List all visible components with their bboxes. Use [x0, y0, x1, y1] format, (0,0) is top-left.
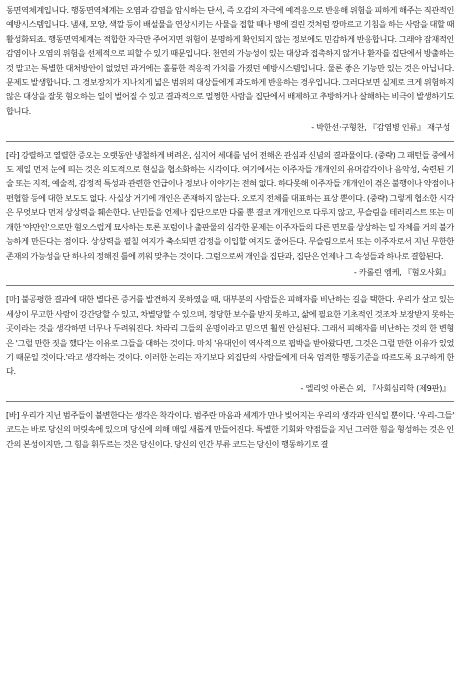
section-ma-source: - 엘리엇 아론슨 외, 『사회심리학 (제9판)』 [300, 382, 450, 393]
intro-paragraph: 동면역체계입니다. 행동면역체계는 오염과 감염을 암시하는 단서, 즉 오감의 자극에 예격응으로 반응해 위험을 피하게 해주는 직관적인 예방시스템입니다. 냄새, 모양, 색깔 등이 배설물을 연상시키는 사물을 접할 때나 병에 걸린 것처럼 깡마르고 기침을 하는 사람을 대할 때 활성화되죠. 행동면역체계는 적합한 자극만 주어지면 위험이 분명하게 확인되지 않는 정보에도 민감하게 반응합니다. 그래야 잠재적인 감염이나 오염의 위험을 선제적으로 피할 수 있기 때문입니다. 천연의 가능성이 있는 대상과 접촉하지 않거나 환자를 집단에서 방출하는 것 말고는 특별한 대처방안이 없었던 과거에는 훌륭한 적응적 가치를 가졌던 예방시스템입니다. 물론 좋은 기능만 있는 것은 아닙니다. 문제도 발생합니다. 그 경보장치가 지나치게 넓은 범위의 대상들에게 과도하게 반응하는 경우입니다. 그러다보면 실제로 크게 위험하지 않은 대상을 잘못 혐오하는 일이 벌어질 수 있고 결과적으로 멀쩡한 사람을 집단에서 배제하고 추방하거나 살해하는 비극이 발생하기도 합니다. [6, 5, 454, 116]
section-ra-source: - 카롤린 엠케, 『혐오사회』 [353, 266, 450, 277]
section-ra-paragraph: [라] 강렬하고 열렬한 증오는 오랫동안 냉철하게 벼려온, 심지어 세대를 넘어 전해온 관심과 신념의 결과물이다. (중략) 그 패턴들 중에서도 제일 먼저 눈에 띄는 것은 의도적으로 현실을 협소화하는 시각이다. 여기에서는 이주자들 개개인의 유머감각이나 음악성, 숙련된 기술 또는 지적, 예술적, 감정적 특성과 관련한 언급이나 정보나 이야기는 전혀 없다. 하다못해 이주자들 개개인이 겪은 불행이나 약점이나 편협함 등에 대한 보도도 없다. 사실상 거기에 개인은 존재하지 않는다. 오로지 전체를 대표하는 표상 뿐이다. (중략) 그렇게 협소한 시각은 무엇보다 먼저 상상력을 훼손한다. 난민들을 언제나 집단으로만 다룰 뿐 결코 개개인으로 다루지 않고, 무슬림을 테러리스트 또는 미개한 '야만인'으로만 혐오스럽게 묘사하는 토론 포럼이나 출판물의 심각한 문제는 이주자들의 다른 면모를 상상하는 일 자체를 거의 불가능하게 만든다는 점이다. 상상력을 펼칠 여지가 축소되면 감정을 이입할 여지도 줄어든다. 무슬림으로서 또는 이주자로서 지닌 무한한 존재의 가능성을 단 하나의 정해진 틀에 끼워 맞추는 것이다. 그럼으로써 개인을 집단과, 집단은 언제나 그 속성들과 하나로 결합된다. [6, 149, 454, 261]
section-divider [6, 401, 454, 402]
section-divider [6, 141, 454, 142]
section-divider [6, 285, 454, 286]
section-ba-paragraph: [바] 우리가 지닌 범주들이 불변한다는 생각은 착각이다. 범주란 마음과 세계가 만나 빚어지는 우리의 생각과 인식일 뿐이다. '우리-그들' 코드는 바로 당신의 머릿속에 있으며 당신에 의해 매일 새롭게 만들어진다. 특별한 기회와 약점들을 지닌 그러한 힘을 형성하는 것은 인간의 본성이지만, 그 힘을 휘두르는 것은 당신이다. 당신의 인간 부류 코드는 당신이 행동하기로 결 [6, 410, 454, 449]
intro-source: - 박한선·구형찬, 『감염병 인류』 재구성 [311, 122, 450, 133]
section-ma-paragraph: [마] 불공평한 결과에 대한 별다른 증거를 발견하지 못하였을 때, 대부분의 사람들은 피해자를 비난하는 길을 택한다. 우리가 살고 있는 세상이 무고한 사람이 강간당할 수 있고, 차별당할 수 있으며, 정당한 보수를 받지 못하고, 삶에 필요한 기초적인 것조차 보장받지 못하는 곳이라는 것을 생각하면 너무나 두려워진다. 차라리 그들의 운명이라고 믿으면 훨씬 안심된다. 그래서 피해자를 비난하는 것의 한 변형은 '그럴 만한 짓을 했다'는 이유로 그들을 대하는 것이다. 마치 '유대인이 역사적으로 핍박을 받아왔다면, 그것은 그럴 만한 이유가 있었기 때문일 것이다.'라고 생각하는 것이다. 이러한 논리는 자기보다 외집단의 사람들에게 더욱 엄격한 행동기준을 따르도록 요구하게 한다. [6, 294, 454, 377]
